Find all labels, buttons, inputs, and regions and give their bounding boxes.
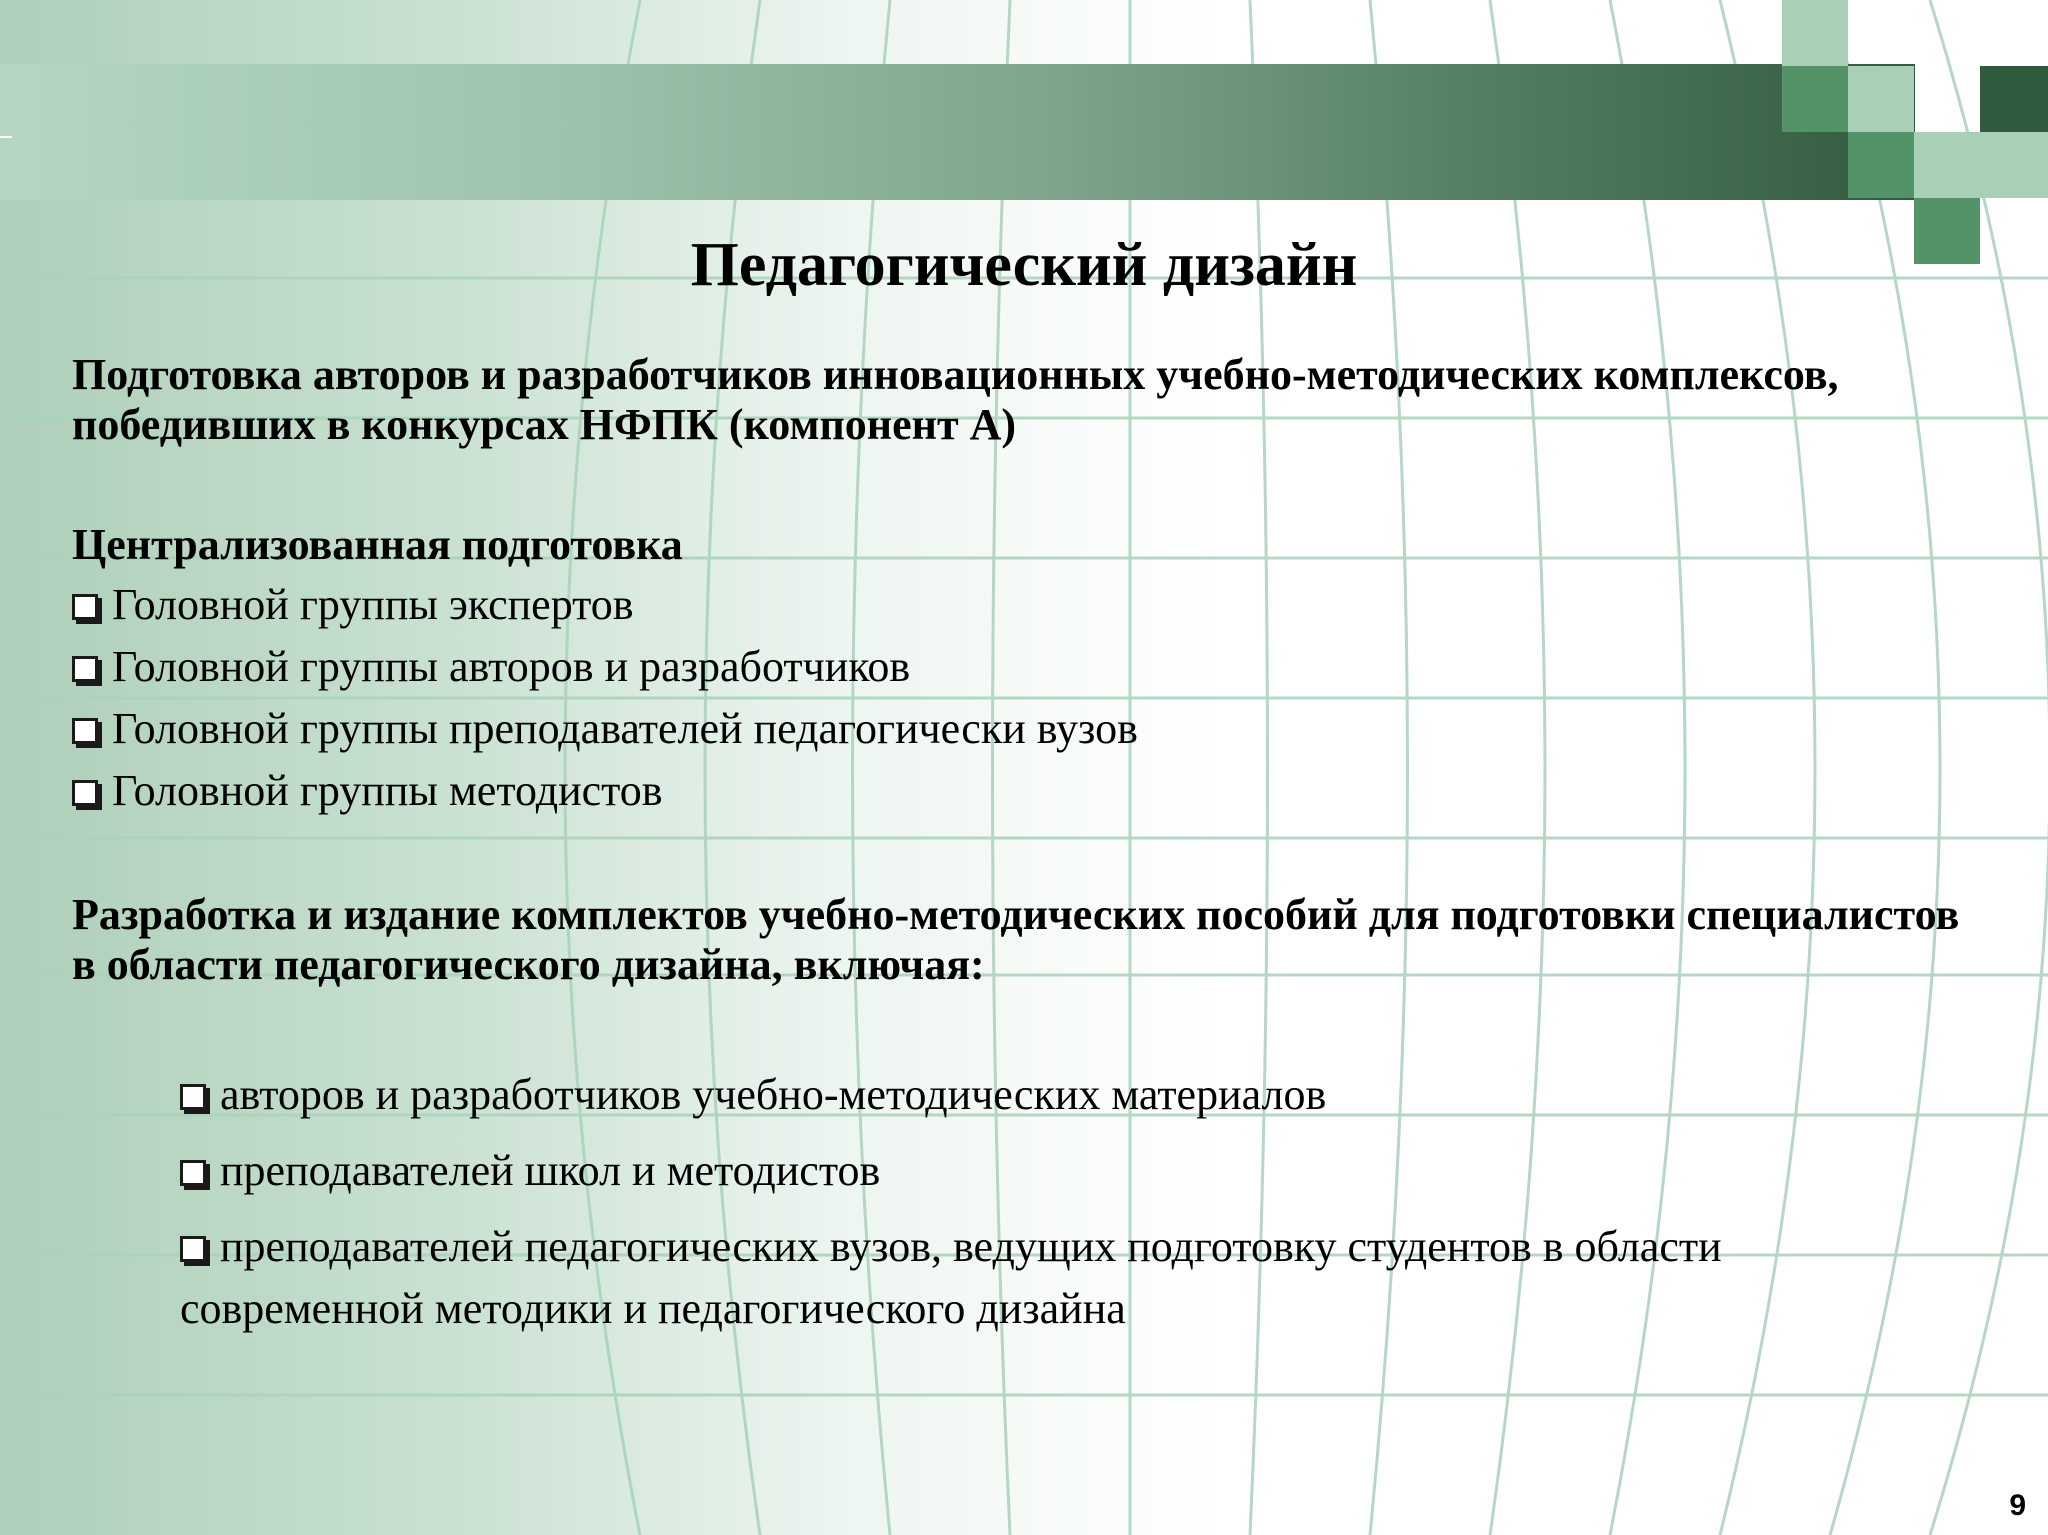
deco-square <box>1782 0 1848 66</box>
checkbox-square-icon <box>72 594 98 620</box>
deco-square <box>1848 66 1914 132</box>
intro-paragraph: Подготовка авторов и разработчиков инновационных учебно-методических комплексов, победивших в конкурсах НФПК (компонент А) <box>72 350 1839 449</box>
checkbox-square-icon <box>72 780 98 806</box>
checkbox-square-icon <box>180 1084 206 1110</box>
centralized-section <box>72 520 1972 822</box>
checkbox-square-icon <box>72 656 98 682</box>
deco-square <box>1782 66 1848 132</box>
development-heading: Разработка и издание комплектов учебно-методических пособий для подготовки специалистов в области педагогического дизайна, включая: <box>72 890 1960 989</box>
list-item: Головной группы преподавателей педагогически вузов <box>72 698 1972 760</box>
list-item: Головной группы методистов <box>72 760 1972 822</box>
deco-square <box>1980 132 2048 198</box>
list-item: Головной группы авторов и разработчиков <box>72 636 1972 698</box>
list-item: преподавателей педагогических вузов, ведущих подготовку студентов в области современной методики и педагогического дизайна <box>180 1222 1722 1333</box>
checkbox-square-icon <box>180 1160 206 1186</box>
list-item: преподавателей школ и методистов <box>180 1140 1840 1202</box>
checkbox-square-icon <box>72 718 98 744</box>
page-number: 9 <box>2009 1489 2026 1522</box>
deco-square <box>1914 132 1980 198</box>
centralized-heading: Централизованная подготовка <box>72 520 683 569</box>
checkbox-square-icon <box>180 1236 206 1262</box>
slide-title: Педагогический дизайн <box>690 231 1358 299</box>
header-band <box>0 64 1915 200</box>
list-item: авторов и разработчиков учебно-методических материалов <box>180 1064 1840 1126</box>
band-tick <box>0 136 12 138</box>
deco-square <box>1980 66 2048 132</box>
deco-square <box>1848 132 1914 198</box>
list-item: Головной группы экспертов <box>72 574 1972 636</box>
